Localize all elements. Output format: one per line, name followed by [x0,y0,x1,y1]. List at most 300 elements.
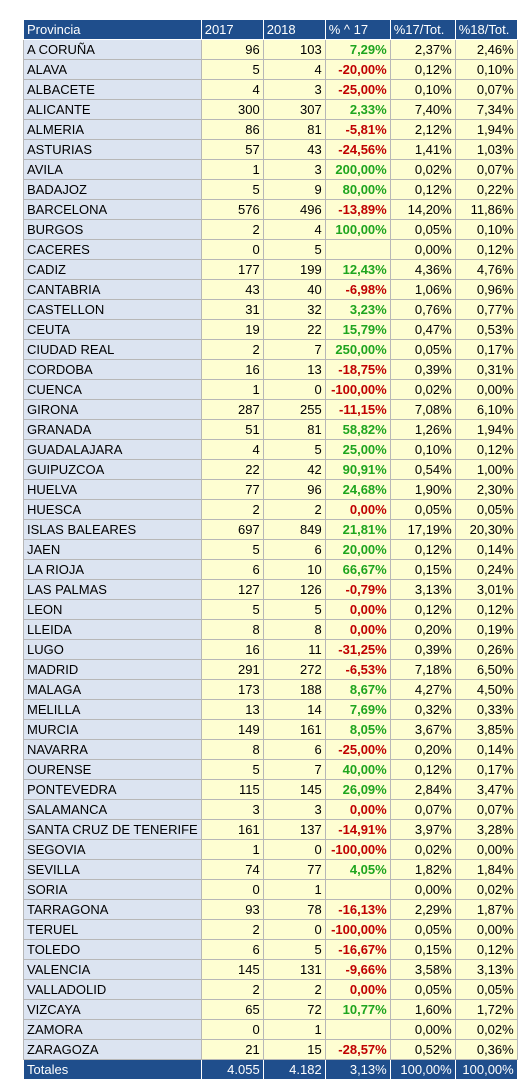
value-2018-cell[interactable]: 0 [263,840,325,860]
value-2017-cell[interactable]: 2 [201,340,263,360]
province-cell[interactable]: MURCIA [24,720,202,740]
share-2017-cell[interactable]: 1,26% [390,420,455,440]
province-cell[interactable]: ALBACETE [24,80,202,100]
share-2017-cell[interactable]: 0,02% [390,840,455,860]
share-2018-cell[interactable]: 1,94% [455,420,517,440]
header-2017[interactable]: 2017 [201,20,263,40]
share-2017-cell[interactable]: 0,05% [390,340,455,360]
share-2017-cell[interactable]: 0,12% [390,760,455,780]
change-pct-cell[interactable]: 12,43% [325,260,390,280]
value-2018-cell[interactable]: 3 [263,80,325,100]
change-pct-cell[interactable]: -6,98% [325,280,390,300]
value-2017-cell[interactable]: 13 [201,700,263,720]
value-2017-cell[interactable]: 74 [201,860,263,880]
share-2017-cell[interactable]: 3,97% [390,820,455,840]
value-2017-cell[interactable]: 5 [201,180,263,200]
share-2018-cell[interactable]: 0,53% [455,320,517,340]
share-2017-cell[interactable]: 4,36% [390,260,455,280]
value-2017-cell[interactable]: 5 [201,760,263,780]
share-2017-cell[interactable]: 0,05% [390,920,455,940]
value-2018-cell[interactable]: 4 [263,220,325,240]
share-2017-cell[interactable]: 7,08% [390,400,455,420]
share-2018-cell[interactable]: 0,12% [455,940,517,960]
value-2017-cell[interactable]: 16 [201,360,263,380]
change-pct-cell[interactable]: 40,00% [325,760,390,780]
change-pct-cell[interactable]: 0,00% [325,980,390,1000]
value-2018-cell[interactable]: 849 [263,520,325,540]
change-pct-cell[interactable]: -25,00% [325,80,390,100]
share-2017-cell[interactable]: 0,05% [390,220,455,240]
province-cell[interactable]: CANTABRIA [24,280,202,300]
share-2017-cell[interactable]: 0,15% [390,560,455,580]
change-pct-cell[interactable]: 21,81% [325,520,390,540]
province-cell[interactable]: JAEN [24,540,202,560]
value-2018-cell[interactable]: 7 [263,760,325,780]
value-2017-cell[interactable]: 1 [201,380,263,400]
value-2017-cell[interactable]: 2 [201,920,263,940]
share-2018-cell[interactable]: 0,12% [455,600,517,620]
province-cell[interactable]: LA RIOJA [24,560,202,580]
province-cell[interactable]: OURENSE [24,760,202,780]
value-2017-cell[interactable]: 115 [201,780,263,800]
change-pct-cell[interactable]: 20,00% [325,540,390,560]
value-2017-cell[interactable]: 0 [201,1020,263,1040]
value-2018-cell[interactable]: 126 [263,580,325,600]
share-2018-cell[interactable]: 1,00% [455,460,517,480]
share-2017-cell[interactable]: 0,54% [390,460,455,480]
value-2018-cell[interactable]: 14 [263,700,325,720]
share-2018-cell[interactable]: 2,46% [455,40,517,60]
share-2018-cell[interactable]: 0,10% [455,220,517,240]
share-2017-cell[interactable]: 3,58% [390,960,455,980]
change-pct-cell[interactable]: 66,67% [325,560,390,580]
change-pct-cell[interactable]: 24,68% [325,480,390,500]
value-2018-cell[interactable]: 145 [263,780,325,800]
share-2018-cell[interactable]: 1,94% [455,120,517,140]
province-cell[interactable]: GUADALAJARA [24,440,202,460]
value-2017-cell[interactable]: 43 [201,280,263,300]
share-2017-cell[interactable]: 0,20% [390,740,455,760]
share-2018-cell[interactable]: 0,33% [455,700,517,720]
value-2018-cell[interactable]: 0 [263,920,325,940]
change-pct-cell[interactable]: 2,33% [325,100,390,120]
share-2017-cell[interactable]: 0,12% [390,540,455,560]
value-2018-cell[interactable]: 496 [263,200,325,220]
value-2018-cell[interactable]: 10 [263,560,325,580]
value-2018-cell[interactable]: 137 [263,820,325,840]
change-pct-cell[interactable]: 10,77% [325,1000,390,1020]
change-pct-cell[interactable]: 80,00% [325,180,390,200]
share-2017-cell[interactable]: 1,82% [390,860,455,880]
change-pct-cell[interactable]: -100,00% [325,380,390,400]
value-2018-cell[interactable]: 131 [263,960,325,980]
province-cell[interactable]: AVILA [24,160,202,180]
share-2018-cell[interactable]: 0,00% [455,380,517,400]
value-2017-cell[interactable]: 65 [201,1000,263,1020]
share-2018-cell[interactable]: 6,50% [455,660,517,680]
change-pct-cell[interactable]: -0,79% [325,580,390,600]
share-2017-cell[interactable]: 0,32% [390,700,455,720]
value-2018-cell[interactable]: 81 [263,120,325,140]
change-pct-cell[interactable]: 58,82% [325,420,390,440]
value-2018-cell[interactable]: 15 [263,1040,325,1060]
change-pct-cell[interactable] [325,880,390,900]
province-cell[interactable]: A CORUÑA [24,40,202,60]
value-2018-cell[interactable]: 43 [263,140,325,160]
value-2017-cell[interactable]: 2 [201,980,263,1000]
change-pct-cell[interactable]: -16,67% [325,940,390,960]
change-pct-cell[interactable]: -14,91% [325,820,390,840]
value-2018-cell[interactable]: 5 [263,440,325,460]
value-2018-cell[interactable]: 255 [263,400,325,420]
value-2018-cell[interactable]: 272 [263,660,325,680]
province-cell[interactable]: LAS PALMAS [24,580,202,600]
change-pct-cell[interactable]: 26,09% [325,780,390,800]
value-2017-cell[interactable]: 287 [201,400,263,420]
share-2017-cell[interactable]: 0,52% [390,1040,455,1060]
change-pct-cell[interactable]: 0,00% [325,500,390,520]
province-cell[interactable]: GIRONA [24,400,202,420]
value-2017-cell[interactable]: 149 [201,720,263,740]
value-2017-cell[interactable]: 2 [201,220,263,240]
share-2017-cell[interactable]: 0,02% [390,160,455,180]
share-2017-cell[interactable]: 2,37% [390,40,455,60]
value-2017-cell[interactable]: 96 [201,40,263,60]
change-pct-cell[interactable]: 90,91% [325,460,390,480]
share-2017-cell[interactable]: 0,76% [390,300,455,320]
province-cell[interactable]: BADAJOZ [24,180,202,200]
share-2018-cell[interactable]: 0,07% [455,160,517,180]
value-2017-cell[interactable]: 16 [201,640,263,660]
change-pct-cell[interactable]: 250,00% [325,340,390,360]
change-pct-cell[interactable]: -13,89% [325,200,390,220]
province-cell[interactable]: SORIA [24,880,202,900]
value-2017-cell[interactable]: 93 [201,900,263,920]
value-2018-cell[interactable]: 161 [263,720,325,740]
share-2018-cell[interactable]: 0,77% [455,300,517,320]
share-2018-cell[interactable]: 0,24% [455,560,517,580]
province-cell[interactable]: ASTURIAS [24,140,202,160]
change-pct-cell[interactable]: -24,56% [325,140,390,160]
header-share-2017[interactable]: %17/Tot. [390,20,455,40]
share-2017-cell[interactable]: 2,29% [390,900,455,920]
change-pct-cell[interactable]: -6,53% [325,660,390,680]
share-2017-cell[interactable]: 2,12% [390,120,455,140]
value-2017-cell[interactable]: 576 [201,200,263,220]
value-2018-cell[interactable]: 103 [263,40,325,60]
change-pct-cell[interactable]: -9,66% [325,960,390,980]
value-2018-cell[interactable]: 2 [263,500,325,520]
value-2018-cell[interactable]: 40 [263,280,325,300]
share-2018-cell[interactable]: 0,12% [455,240,517,260]
province-cell[interactable]: NAVARRA [24,740,202,760]
share-2018-cell[interactable]: 4,76% [455,260,517,280]
province-cell[interactable]: VALENCIA [24,960,202,980]
value-2018-cell[interactable]: 5 [263,240,325,260]
value-2017-cell[interactable]: 8 [201,740,263,760]
province-cell[interactable]: MELILLA [24,700,202,720]
share-2018-cell[interactable]: 0,17% [455,340,517,360]
change-pct-cell[interactable]: 200,00% [325,160,390,180]
province-cell[interactable]: ALMERIA [24,120,202,140]
value-2017-cell[interactable]: 22 [201,460,263,480]
share-2018-cell[interactable]: 1,84% [455,860,517,880]
share-2017-cell[interactable]: 0,12% [390,600,455,620]
province-cell[interactable]: VALLADOLID [24,980,202,1000]
share-2018-cell[interactable]: 0,17% [455,760,517,780]
change-pct-cell[interactable]: -25,00% [325,740,390,760]
share-2018-cell[interactable]: 3,47% [455,780,517,800]
share-2017-cell[interactable]: 0,12% [390,60,455,80]
change-pct-cell[interactable]: -18,75% [325,360,390,380]
share-2018-cell[interactable]: 2,30% [455,480,517,500]
share-2017-cell[interactable]: 7,18% [390,660,455,680]
value-2018-cell[interactable]: 1 [263,1020,325,1040]
change-pct-cell[interactable]: 7,69% [325,700,390,720]
province-cell[interactable]: PONTEVEDRA [24,780,202,800]
value-2017-cell[interactable]: 51 [201,420,263,440]
change-pct-cell[interactable]: -16,13% [325,900,390,920]
share-2017-cell[interactable]: 0,05% [390,980,455,1000]
change-pct-cell[interactable]: 4,05% [325,860,390,880]
share-2018-cell[interactable]: 20,30% [455,520,517,540]
header-2018[interactable]: 2018 [263,20,325,40]
share-2017-cell[interactable]: 3,13% [390,580,455,600]
share-2018-cell[interactable]: 3,28% [455,820,517,840]
province-cell[interactable]: ALICANTE [24,100,202,120]
province-cell[interactable]: CORDOBA [24,360,202,380]
value-2018-cell[interactable]: 11 [263,640,325,660]
value-2017-cell[interactable]: 3 [201,800,263,820]
province-cell[interactable]: LUGO [24,640,202,660]
share-2018-cell[interactable]: 0,07% [455,80,517,100]
value-2017-cell[interactable]: 5 [201,600,263,620]
value-2018-cell[interactable]: 6 [263,740,325,760]
value-2018-cell[interactable]: 2 [263,980,325,1000]
totals-change-pct[interactable]: 3,13% [325,1060,390,1080]
share-2018-cell[interactable]: 7,34% [455,100,517,120]
value-2017-cell[interactable]: 6 [201,940,263,960]
share-2018-cell[interactable]: 1,72% [455,1000,517,1020]
value-2018-cell[interactable]: 22 [263,320,325,340]
share-2018-cell[interactable]: 0,10% [455,60,517,80]
province-cell[interactable]: CIUDAD REAL [24,340,202,360]
share-2017-cell[interactable]: 0,05% [390,500,455,520]
value-2017-cell[interactable]: 127 [201,580,263,600]
totals-label[interactable]: Totales [24,1060,202,1080]
share-2017-cell[interactable]: 1,90% [390,480,455,500]
province-cell[interactable]: GRANADA [24,420,202,440]
share-2018-cell[interactable]: 4,50% [455,680,517,700]
province-cell[interactable]: MADRID [24,660,202,680]
province-cell[interactable]: TARRAGONA [24,900,202,920]
share-2018-cell[interactable]: 0,22% [455,180,517,200]
share-2018-cell[interactable]: 1,87% [455,900,517,920]
value-2018-cell[interactable]: 1 [263,880,325,900]
province-cell[interactable]: BURGOS [24,220,202,240]
change-pct-cell[interactable] [325,1020,390,1040]
share-2018-cell[interactable]: 11,86% [455,200,517,220]
value-2018-cell[interactable]: 188 [263,680,325,700]
value-2018-cell[interactable]: 72 [263,1000,325,1020]
province-cell[interactable]: CADIZ [24,260,202,280]
share-2017-cell[interactable]: 0,00% [390,1020,455,1040]
province-cell[interactable]: CASTELLON [24,300,202,320]
change-pct-cell[interactable]: 8,05% [325,720,390,740]
value-2017-cell[interactable]: 300 [201,100,263,120]
share-2018-cell[interactable]: 0,05% [455,980,517,1000]
province-cell[interactable]: SEVILLA [24,860,202,880]
province-cell[interactable]: CEUTA [24,320,202,340]
share-2017-cell[interactable]: 4,27% [390,680,455,700]
province-cell[interactable]: TERUEL [24,920,202,940]
value-2018-cell[interactable]: 3 [263,160,325,180]
value-2017-cell[interactable]: 4 [201,80,263,100]
value-2017-cell[interactable]: 1 [201,160,263,180]
header-share-2018[interactable]: %18/Tot. [455,20,517,40]
value-2018-cell[interactable]: 9 [263,180,325,200]
value-2018-cell[interactable]: 5 [263,940,325,960]
value-2017-cell[interactable]: 0 [201,880,263,900]
share-2017-cell[interactable]: 0,20% [390,620,455,640]
value-2017-cell[interactable]: 0 [201,240,263,260]
change-pct-cell[interactable]: -5,81% [325,120,390,140]
value-2017-cell[interactable]: 8 [201,620,263,640]
province-cell[interactable]: ALAVA [24,60,202,80]
totals-share-2017[interactable]: 100,00% [390,1060,455,1080]
value-2018-cell[interactable]: 6 [263,540,325,560]
value-2017-cell[interactable]: 5 [201,60,263,80]
province-cell[interactable]: CUENCA [24,380,202,400]
totals-2018[interactable]: 4.182 [263,1060,325,1080]
change-pct-cell[interactable] [325,240,390,260]
share-2017-cell[interactable]: 0,47% [390,320,455,340]
change-pct-cell[interactable]: 0,00% [325,620,390,640]
share-2017-cell[interactable]: 0,02% [390,380,455,400]
share-2018-cell[interactable]: 3,01% [455,580,517,600]
change-pct-cell[interactable]: -28,57% [325,1040,390,1060]
share-2017-cell[interactable]: 17,19% [390,520,455,540]
share-2018-cell[interactable]: 0,00% [455,840,517,860]
value-2017-cell[interactable]: 31 [201,300,263,320]
change-pct-cell[interactable]: 3,23% [325,300,390,320]
share-2017-cell[interactable]: 1,06% [390,280,455,300]
share-2018-cell[interactable]: 0,00% [455,920,517,940]
value-2018-cell[interactable]: 96 [263,480,325,500]
province-cell[interactable]: ZAMORA [24,1020,202,1040]
value-2017-cell[interactable]: 5 [201,540,263,560]
value-2018-cell[interactable]: 77 [263,860,325,880]
value-2017-cell[interactable]: 161 [201,820,263,840]
province-cell[interactable]: LEON [24,600,202,620]
share-2017-cell[interactable]: 0,07% [390,800,455,820]
share-2018-cell[interactable]: 0,19% [455,620,517,640]
value-2017-cell[interactable]: 6 [201,560,263,580]
share-2017-cell[interactable]: 0,10% [390,80,455,100]
value-2017-cell[interactable]: 77 [201,480,263,500]
value-2017-cell[interactable]: 173 [201,680,263,700]
share-2017-cell[interactable]: 0,15% [390,940,455,960]
header-change-pct[interactable]: % ^ 17 [325,20,390,40]
province-cell[interactable]: HUESCA [24,500,202,520]
share-2017-cell[interactable]: 0,39% [390,640,455,660]
value-2017-cell[interactable]: 19 [201,320,263,340]
value-2017-cell[interactable]: 697 [201,520,263,540]
value-2017-cell[interactable]: 177 [201,260,263,280]
value-2017-cell[interactable]: 145 [201,960,263,980]
share-2017-cell[interactable]: 0,00% [390,240,455,260]
share-2018-cell[interactable]: 0,31% [455,360,517,380]
share-2017-cell[interactable]: 0,12% [390,180,455,200]
change-pct-cell[interactable]: -11,15% [325,400,390,420]
province-cell[interactable]: VIZCAYA [24,1000,202,1020]
share-2017-cell[interactable]: 2,84% [390,780,455,800]
value-2017-cell[interactable]: 4 [201,440,263,460]
province-cell[interactable]: LLEIDA [24,620,202,640]
share-2018-cell[interactable]: 6,10% [455,400,517,420]
share-2017-cell[interactable]: 3,67% [390,720,455,740]
share-2017-cell[interactable]: 0,00% [390,880,455,900]
totals-share-2018[interactable]: 100,00% [455,1060,517,1080]
value-2017-cell[interactable]: 57 [201,140,263,160]
change-pct-cell[interactable]: 8,67% [325,680,390,700]
province-cell[interactable]: SANTA CRUZ DE TENERIFE [24,820,202,840]
share-2018-cell[interactable]: 0,07% [455,800,517,820]
change-pct-cell[interactable]: 25,00% [325,440,390,460]
change-pct-cell[interactable]: -100,00% [325,840,390,860]
value-2018-cell[interactable]: 307 [263,100,325,120]
value-2018-cell[interactable]: 0 [263,380,325,400]
province-cell[interactable]: ZARAGOZA [24,1040,202,1060]
province-cell[interactable]: TOLEDO [24,940,202,960]
share-2017-cell[interactable]: 0,10% [390,440,455,460]
share-2018-cell[interactable]: 0,02% [455,880,517,900]
share-2017-cell[interactable]: 7,40% [390,100,455,120]
value-2018-cell[interactable]: 8 [263,620,325,640]
change-pct-cell[interactable]: 7,29% [325,40,390,60]
province-cell[interactable]: HUELVA [24,480,202,500]
value-2018-cell[interactable]: 4 [263,60,325,80]
value-2018-cell[interactable]: 5 [263,600,325,620]
change-pct-cell[interactable]: 0,00% [325,800,390,820]
change-pct-cell[interactable]: 0,00% [325,600,390,620]
share-2017-cell[interactable]: 1,41% [390,140,455,160]
value-2018-cell[interactable]: 78 [263,900,325,920]
province-cell[interactable]: MALAGA [24,680,202,700]
province-cell[interactable]: SALAMANCA [24,800,202,820]
share-2017-cell[interactable]: 1,60% [390,1000,455,1020]
value-2018-cell[interactable]: 7 [263,340,325,360]
value-2018-cell[interactable]: 32 [263,300,325,320]
change-pct-cell[interactable]: 15,79% [325,320,390,340]
share-2018-cell[interactable]: 0,96% [455,280,517,300]
value-2018-cell[interactable]: 3 [263,800,325,820]
share-2017-cell[interactable]: 14,20% [390,200,455,220]
value-2018-cell[interactable]: 13 [263,360,325,380]
value-2017-cell[interactable]: 1 [201,840,263,860]
value-2018-cell[interactable]: 199 [263,260,325,280]
province-cell[interactable]: SEGOVIA [24,840,202,860]
change-pct-cell[interactable]: -20,00% [325,60,390,80]
share-2018-cell[interactable]: 0,14% [455,740,517,760]
province-cell[interactable]: GUIPUZCOA [24,460,202,480]
value-2017-cell[interactable]: 291 [201,660,263,680]
totals-2017[interactable]: 4.055 [201,1060,263,1080]
share-2018-cell[interactable]: 3,85% [455,720,517,740]
share-2018-cell[interactable]: 0,14% [455,540,517,560]
share-2018-cell[interactable]: 0,36% [455,1040,517,1060]
value-2017-cell[interactable]: 86 [201,120,263,140]
